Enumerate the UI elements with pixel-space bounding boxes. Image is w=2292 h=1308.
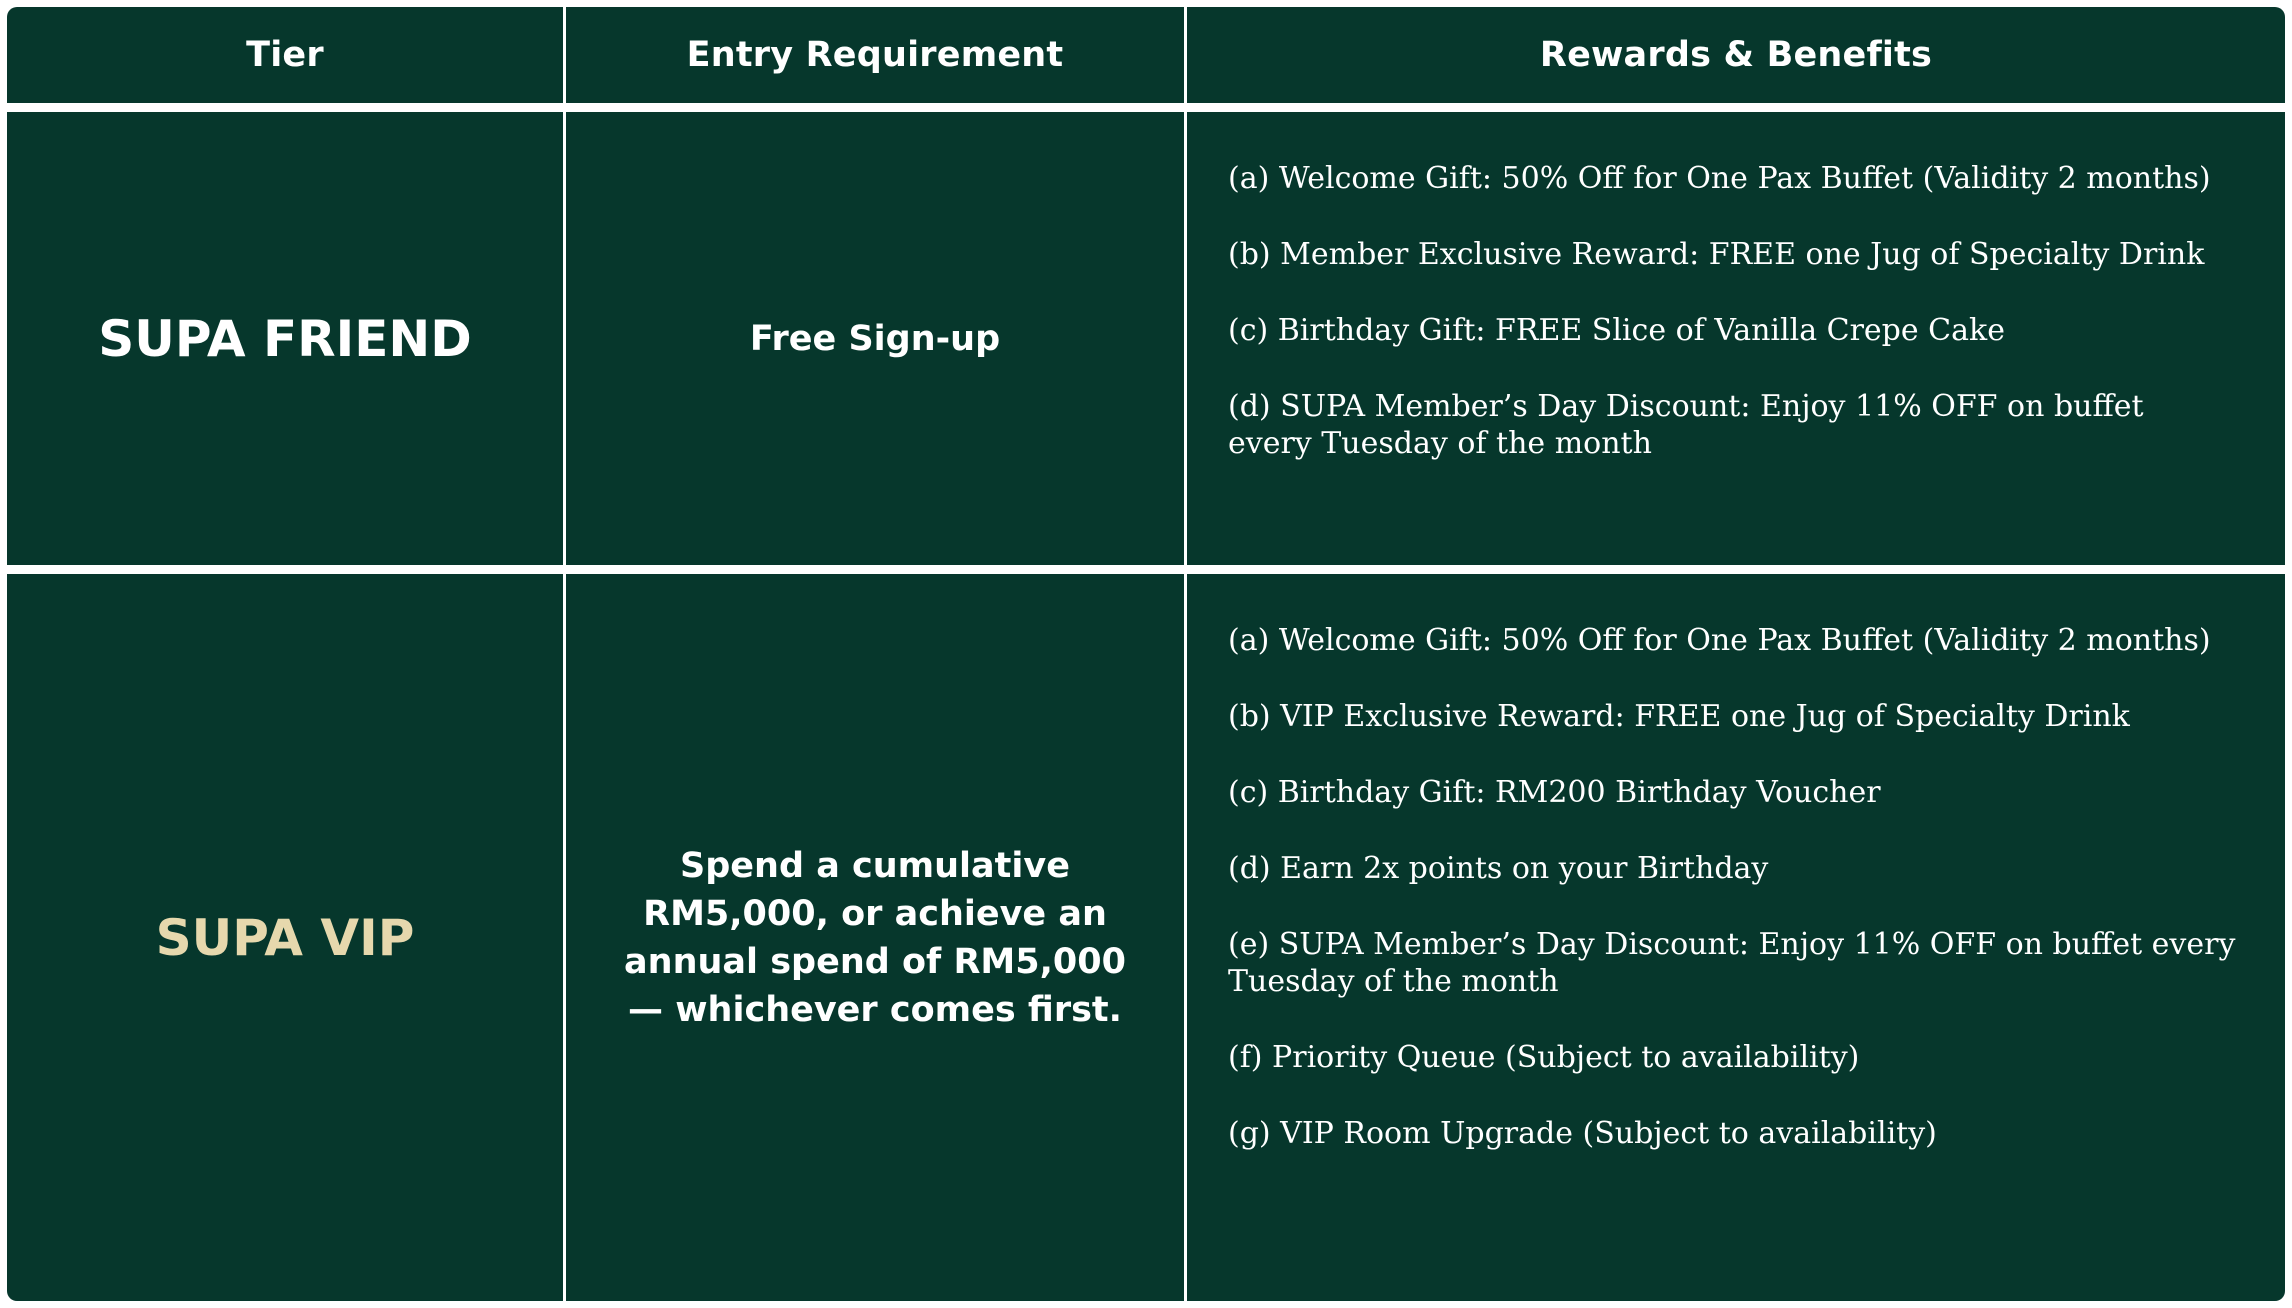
benefit-item: (c) Birthday Gift: FREE Slice of Vanilla Crepe Cake xyxy=(1228,313,2005,348)
benefit-item: (a) Welcome Gift: 50% Off for One Pax Buffet (Validity 2 months) xyxy=(1228,161,2211,196)
requirement-vip: Spend a cumulative RM5,000, or achieve an annual spend of RM5,000 — whichever comes first. xyxy=(566,574,1184,1301)
requirement-friend: Free Sign-up xyxy=(566,112,1184,565)
benefit-item: (d) SUPA Member’s Day Discount: Enjoy 11% OFF on buffet every Tuesday of the month xyxy=(1228,389,2144,461)
tier-comparison-table xyxy=(7,7,2285,1301)
header-tier: Tier xyxy=(7,7,563,103)
benefit-item: (f) Priority Queue (Subject to availability) xyxy=(1228,1040,1860,1075)
benefit-item: (b) Member Exclusive Reward: FREE one Jug of Specialty Drink xyxy=(1228,237,2205,272)
benefit-item: (g) VIP Room Upgrade (Subject to availability) xyxy=(1228,1116,1937,1151)
benefit-item: (e) SUPA Member’s Day Discount: Enjoy 11% OFF on buffet every Tuesday of the month xyxy=(1228,927,2236,999)
benefits-list-friend xyxy=(1187,112,2285,565)
benefits-list-vip xyxy=(1187,574,2285,1301)
header-rewards-benefits: Rewards & Benefits xyxy=(1187,7,2285,103)
tier-name-vip: SUPA VIP xyxy=(7,574,563,1301)
benefit-item: (b) VIP Exclusive Reward: FREE one Jug of Specialty Drink xyxy=(1228,699,2130,734)
header-entry-requirement: Entry Requirement xyxy=(566,7,1184,103)
benefit-item: (c) Birthday Gift: RM200 Birthday Voucher xyxy=(1228,775,1881,810)
tier-name-friend: SUPA FRIEND xyxy=(7,112,563,565)
benefit-item: (d) Earn 2x points on your Birthday xyxy=(1228,851,1769,886)
benefit-item: (a) Welcome Gift: 50% Off for One Pax Buffet (Validity 2 months) xyxy=(1228,623,2211,658)
